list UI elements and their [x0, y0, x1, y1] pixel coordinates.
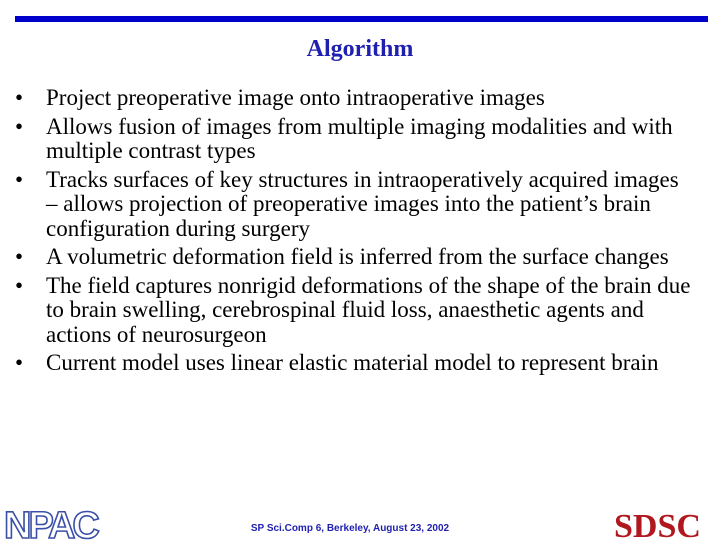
slide-title — [0, 36, 720, 63]
bullet-icon: • — [15, 85, 24, 110]
bullet-item — [15, 245, 695, 270]
bullet-text: Current model uses linear elastic material model to represent brain — [46, 350, 659, 375]
bullet-icon: • — [15, 166, 24, 192]
bullet-text: The field captures nonrigid deformations of the shape of the brain due to brain swelling, cerebrospinal fluid loss, anaesthetic agents and actions of neurosurgeon — [46, 272, 691, 347]
bullet-text: A volumetric deformation field is inferred from the surface changes — [46, 244, 669, 269]
bullet-item — [15, 86, 695, 111]
bullet-icon: • — [15, 244, 24, 269]
bullet-text: Allows fusion of images from multiple imaging modalities and with multiple contrast types — [46, 113, 673, 163]
bullet-icon: • — [15, 113, 24, 139]
sdsc-logo-text: SDSC — [614, 508, 701, 540]
bullet-item — [15, 115, 695, 164]
bullet-text: Project preoperative image onto intraoperative images — [46, 85, 545, 110]
top-rule-divider — [15, 16, 708, 22]
bullet-icon: • — [15, 350, 24, 375]
bullet-item — [15, 274, 695, 348]
sdsc-logo-icon — [610, 504, 720, 540]
bullet-text: Tracks surfaces of key structures in intraoperatively acquired images – allows projection of preoperative images into the patient’s brain configuration during surgery — [46, 166, 679, 241]
bullet-icon: • — [15, 272, 24, 298]
slide-title-text: Algorithm — [306, 36, 414, 62]
bullet-item — [15, 168, 695, 242]
bullet-list — [15, 86, 695, 380]
bullet-item — [15, 351, 695, 376]
footer-caption: SP Sci.Comp 6, Berkeley, August 23, 2002 — [250, 523, 450, 534]
npac-logo-text: NPAC — [4, 506, 97, 540]
